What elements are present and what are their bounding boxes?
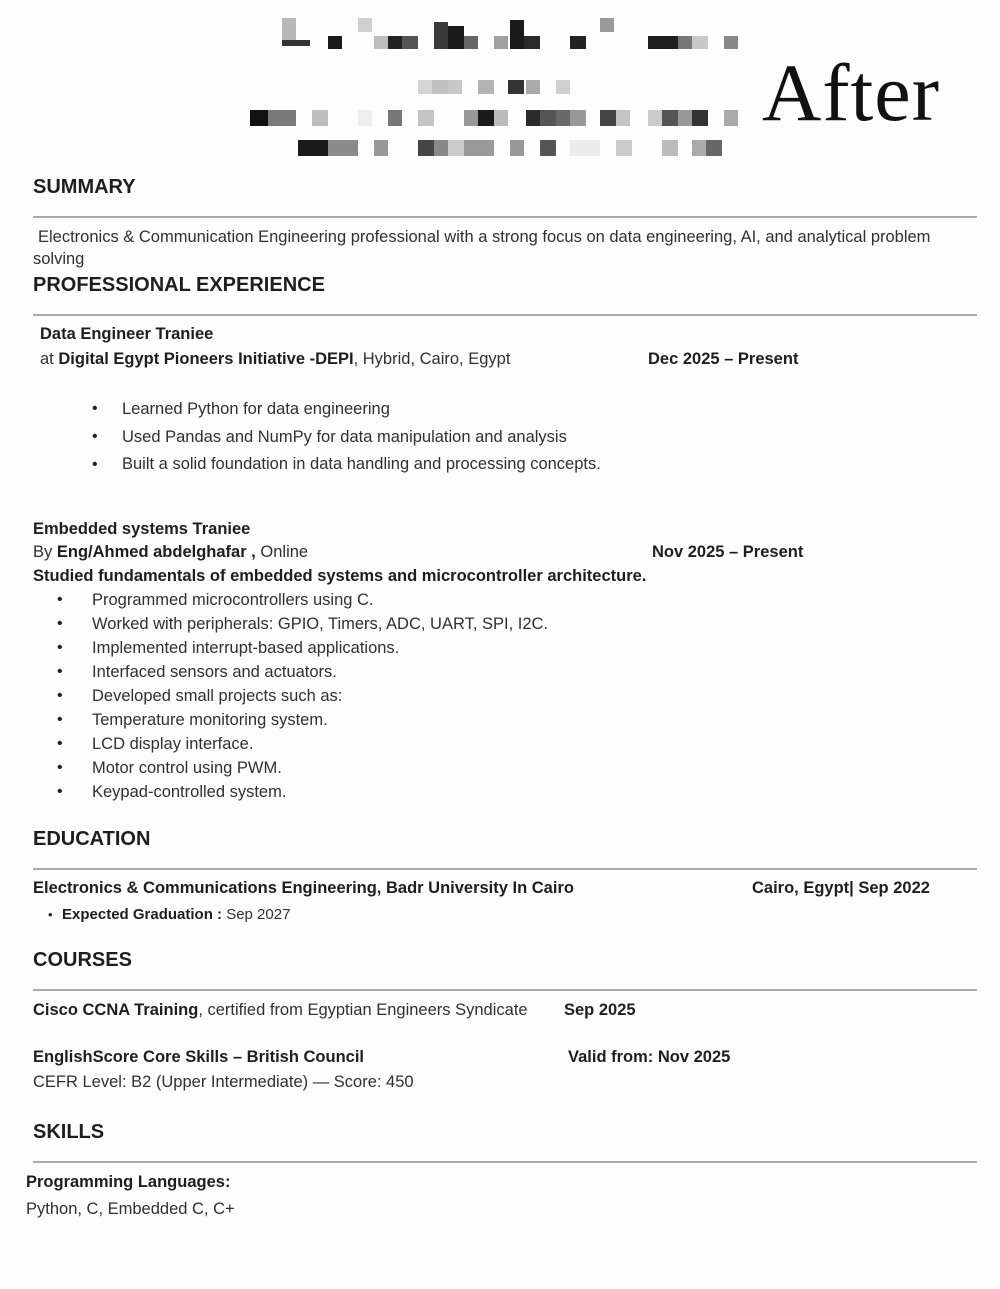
job-org-prefix: at	[40, 350, 54, 368]
list-item: Temperature monitoring system.	[92, 711, 328, 729]
job-org-line	[33, 543, 308, 562]
courses-heading: COURSES	[33, 949, 132, 971]
bullet-icon: •	[57, 783, 63, 800]
skills-category: Programming Languages:	[26, 1173, 231, 1191]
summary-text-line1: Electronics & Communication Engineering professional with a strong focus on data engineering, AI, and analytical problem	[38, 228, 931, 246]
job-org: Eng/Ahmed abdelghafar ,	[56, 543, 256, 561]
job-org-line	[40, 350, 510, 369]
summary-heading: SUMMARY	[33, 176, 136, 198]
education-graduation	[62, 906, 290, 923]
bullet-icon: •	[57, 735, 63, 752]
course-name: Cisco CCNA Training	[33, 1001, 199, 1019]
list-item: Implemented interrupt-based applications.	[92, 639, 400, 657]
list-item: Built a solid foundation in data handling and processing concepts.	[122, 455, 601, 473]
education-divider	[33, 868, 977, 870]
skills-divider	[33, 1161, 977, 1163]
list-item: LCD display interface.	[92, 735, 254, 753]
education-heading: EDUCATION	[33, 828, 151, 850]
job-org: Digital Egypt Pioneers Initiative -DEPI	[58, 350, 354, 368]
course-item	[33, 1001, 528, 1020]
experience-heading: PROFESSIONAL EXPERIENCE	[33, 274, 325, 296]
course-detail: CEFR Level: B2 (Upper Intermediate) — Score: 450	[33, 1073, 414, 1091]
job-summary: Studied fundamentals of embedded systems and microcontroller architecture.	[33, 567, 647, 585]
course-date: Valid from: Nov 2025	[568, 1048, 731, 1066]
list-item: Motor control using PWM.	[92, 759, 282, 777]
job-title: Embedded systems Traniee	[33, 520, 251, 538]
job-org-prefix: By	[33, 543, 53, 561]
bullet-icon: •	[57, 639, 63, 656]
bullet-icon: •	[92, 400, 98, 417]
redacted-header	[0, 0, 760, 165]
job-dates: Dec 2025 – Present	[648, 350, 799, 368]
list-item: Developed small projects such as:	[92, 687, 343, 705]
courses-divider	[33, 989, 977, 991]
graduation-label: Expected Graduation :	[62, 906, 223, 923]
graduation-value: Sep 2027	[222, 906, 291, 923]
bullet-icon: •	[57, 759, 63, 776]
course-date: Sep 2025	[564, 1001, 636, 1019]
list-item: Learned Python for data engineering	[122, 400, 390, 418]
skills-values: Python, C, Embedded C, C+	[26, 1200, 235, 1218]
education-degree: Electronics & Communications Engineering, Badr University In Cairo	[33, 879, 574, 897]
bullet-icon: •	[48, 907, 53, 922]
bullet-icon: •	[92, 456, 98, 473]
summary-text-line2: solving	[33, 250, 85, 268]
job-title: Data Engineer Traniee	[40, 325, 214, 343]
list-item: Used Pandas and NumPy for data manipulation and analysis	[122, 428, 567, 446]
bullet-icon: •	[57, 615, 63, 632]
list-item: Interfaced sensors and actuators.	[92, 663, 337, 681]
list-item: Worked with peripherals: GPIO, Timers, ADC, UART, SPI, I2C.	[92, 615, 549, 633]
education-location-date: Cairo, Egypt| Sep 2022	[752, 879, 930, 897]
course-detail: , certified from Egyptian Engineers Syndicate	[198, 1001, 528, 1019]
skills-heading: SKILLS	[33, 1121, 105, 1143]
bullet-icon: •	[57, 663, 63, 680]
experience-divider	[33, 314, 977, 316]
job-location: Online	[255, 543, 309, 561]
summary-divider	[33, 216, 977, 218]
bullet-icon: •	[57, 687, 63, 704]
course-name: EnglishScore Core Skills – British Council	[33, 1048, 364, 1066]
bullet-icon: •	[57, 711, 63, 728]
job-location: , Hybrid, Cairo, Egypt	[353, 350, 511, 368]
list-item: Keypad-controlled system.	[92, 783, 287, 801]
bullet-icon: •	[92, 428, 98, 445]
bullet-icon: •	[57, 591, 63, 608]
after-watermark: After	[762, 47, 941, 138]
list-item: Programmed microcontrollers using C.	[92, 591, 374, 609]
job-dates: Nov 2025 – Present	[652, 543, 804, 561]
